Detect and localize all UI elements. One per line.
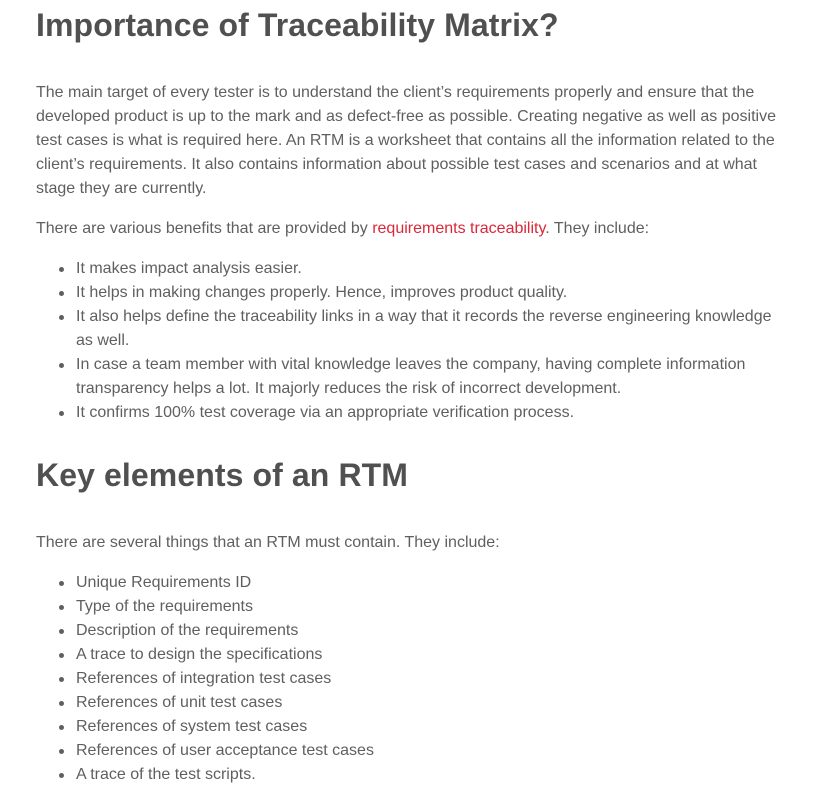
benefits-intro	[36, 217, 781, 241]
list-item: References of integration test cases	[76, 667, 781, 691]
list-item: In case a team member with vital knowledge leaves the company, having complete information transparency helps a lot. It majorly reduces the risk of incorrect development.	[76, 353, 781, 401]
list-item: It makes impact analysis easier.	[76, 257, 781, 281]
list-item: It helps in making changes properly. Hence, improves product quality.	[76, 281, 781, 305]
list-item: A trace to design the specifications	[76, 643, 781, 667]
key-elements-intro: There are several things that an RTM must contain. They include:	[36, 534, 500, 551]
list-item: References of system test cases	[76, 715, 781, 739]
section-heading-importance: Importance of Traceability Matrix?	[36, 7, 559, 43]
section-heading-key-elements: Key elements of an RTM	[36, 457, 409, 493]
benefits-list	[36, 257, 781, 425]
key-elements-list	[36, 571, 781, 787]
requirements-traceability-link[interactable]: requirements traceability	[372, 220, 546, 237]
list-item: Unique Requirements ID	[76, 571, 781, 595]
list-item: References of user acceptance test cases	[76, 739, 781, 763]
intro-paragraph: The main target of every tester is to understand the client’s requirements properly and ensure that the developed product is up to the mark and as defect-free as possible. Creating negative as well as positive test cases is what is required here. An RTM is a worksheet that contains all the information related to the client’s requirements. It also contains information about possible test cases and scenarios and at what stage they are currently.	[36, 84, 776, 197]
list-item: It confirms 100% test coverage via an appropriate verification process.	[76, 401, 781, 425]
list-item: References of unit test cases	[76, 691, 781, 715]
list-item: It also helps define the traceability links in a way that it records the reverse engineering knowledge as well.	[76, 305, 781, 353]
benefits-intro-text: There are various benefits that are provided by	[36, 220, 373, 237]
list-item: Type of the requirements	[76, 595, 781, 619]
list-item: Description of the requirements	[76, 619, 781, 643]
benefits-intro-suffix: . They include:	[545, 220, 650, 237]
list-item: A trace of the test scripts.	[76, 763, 781, 787]
